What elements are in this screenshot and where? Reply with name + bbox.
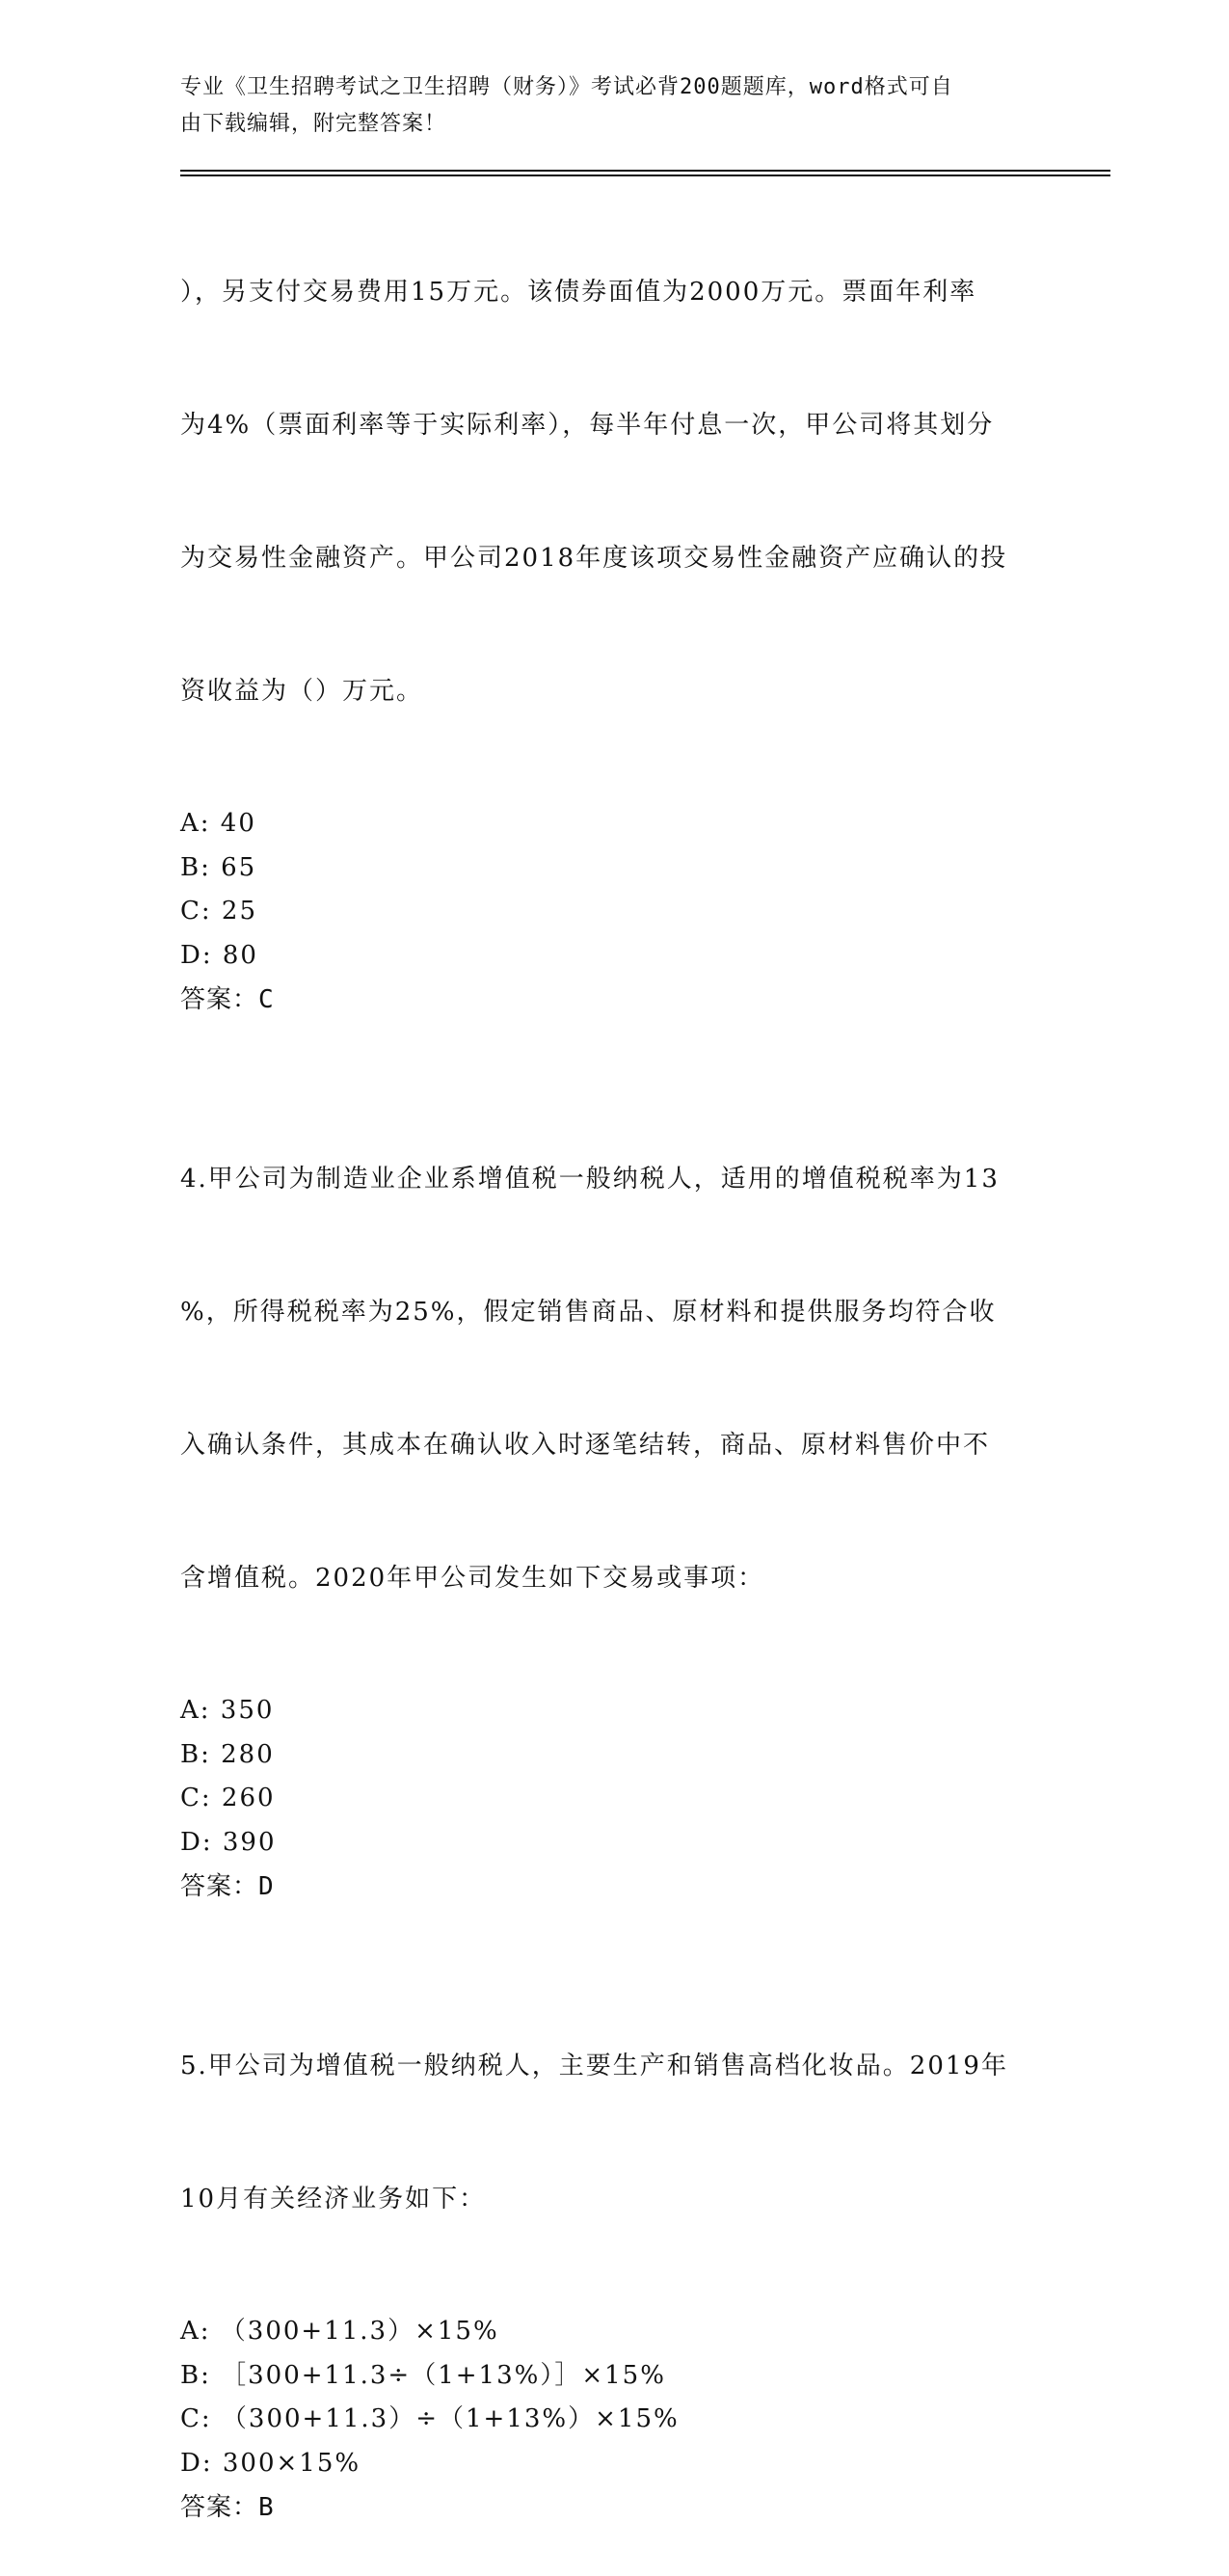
stem-line: 5.甲公司为增值税一般纳税人，主要生产和销售高档化妆品。2019年	[180, 2052, 1008, 2080]
stem-line: 为4%（票面利率等于实际利率），每半年付息一次，甲公司将其划分	[180, 411, 995, 440]
stem-line: 为交易性金融资产。甲公司2018年度该项交易性金融资产应确认的投	[180, 544, 1008, 573]
option-d: D: 390	[180, 1827, 277, 1857]
option-b: B: ［300+11.3÷（1+13%）］×15%	[180, 2360, 666, 2390]
option-a: A: 350	[180, 1696, 275, 1725]
option-c: C: （300+11.3）÷（1+13%）×15%	[180, 2404, 680, 2433]
question-list	[180, 181, 1048, 2576]
header-divider-top	[180, 170, 1110, 172]
question-stem	[180, 181, 1048, 802]
question-4	[180, 1068, 1048, 1909]
option-d: D: 80	[180, 940, 258, 970]
option-c: C: 260	[180, 1784, 276, 1812]
document-header	[180, 69, 1048, 143]
option-b: B: 65	[180, 852, 257, 882]
header-line-1: 专业《卫生招聘考试之卫生招聘（财务）》考试必背200题题库，word格式可自	[180, 75, 953, 99]
question-5	[180, 1955, 1048, 2530]
stem-line: 4.甲公司为制造业企业系增值税一般纳税人，适用的增值税税率为13	[180, 1165, 1000, 1194]
answer: 答案：D	[180, 1872, 275, 1901]
stem-line: 入确认条件，其成本在确认收入时逐笔结转，商品、原材料售价中不	[180, 1431, 991, 1460]
option-a: A: 40	[180, 809, 256, 838]
option-b: B: 280	[180, 1739, 275, 1769]
header-line-2: 由下载编辑，附完整答案！	[180, 112, 447, 136]
answer: 答案：B	[180, 2493, 275, 2522]
stem-line: 资收益为（）万元。	[180, 677, 424, 706]
stem-line: 含增值税。2020年甲公司发生如下交易或事项：	[180, 1564, 765, 1593]
question-3	[180, 181, 1048, 1022]
stem-line: %，所得税税率为25%，假定销售商品、原材料和提供服务均符合收	[180, 1298, 997, 1327]
header-divider-bottom	[180, 174, 1110, 176]
question-stem	[180, 1068, 1048, 1689]
question-stem	[180, 1955, 1048, 2310]
option-c: C: 25	[180, 897, 258, 926]
stem-line: 10月有关经济业务如下：	[180, 2185, 487, 2214]
answer: 答案：C	[180, 985, 275, 1014]
option-d: D: 300×15%	[180, 2448, 361, 2478]
stem-line: ），另支付交易费用15万元。该债券面值为2000万元。票面年利率	[180, 278, 977, 307]
option-a: A: （300+11.3）×15%	[180, 2317, 499, 2346]
